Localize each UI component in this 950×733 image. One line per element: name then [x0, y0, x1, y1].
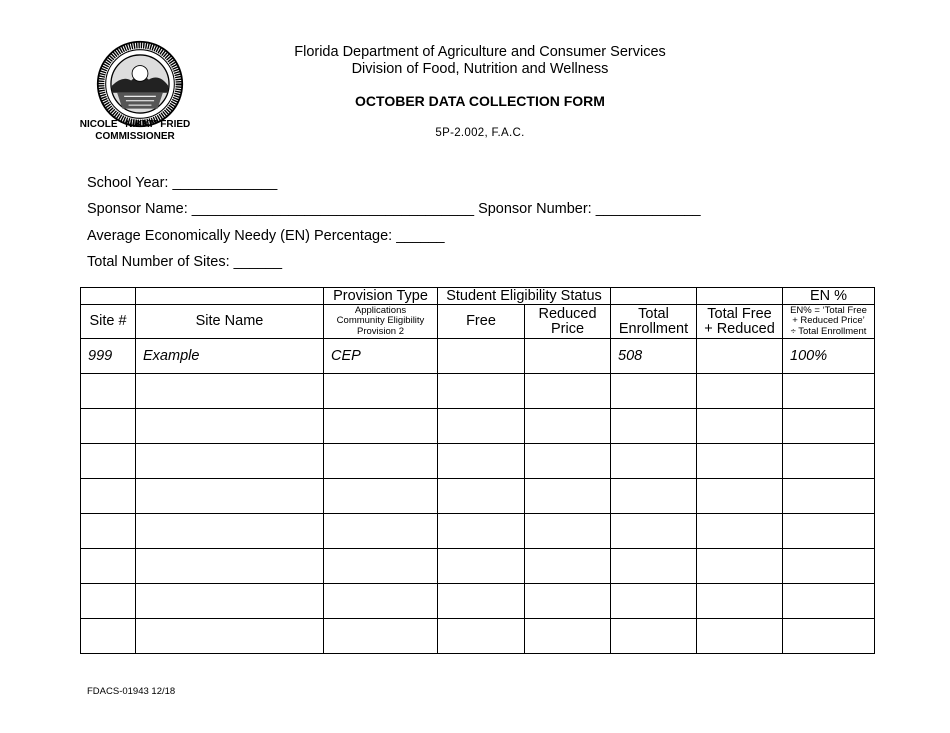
column-header-row	[81, 305, 875, 339]
site-data-table	[80, 287, 875, 654]
total-free-reduced-header	[697, 305, 783, 339]
enrollment-cell[interactable]	[611, 619, 697, 654]
free-header: Free	[438, 305, 525, 339]
reduced-cell[interactable]	[525, 514, 611, 549]
provision-cell[interactable]	[324, 619, 438, 654]
reduced-cell[interactable]	[525, 374, 611, 409]
site-number-cell[interactable]: 999	[81, 339, 136, 374]
en-percent-cell[interactable]	[783, 619, 875, 654]
sponsor-name-field[interactable]: Sponsor Name: ___________________________________	[87, 201, 475, 217]
table-row	[81, 479, 875, 514]
commissioner-title: COMMISSIONER	[95, 130, 175, 142]
free-cell[interactable]	[438, 479, 525, 514]
en-formula-line-2: + Reduced Price’	[792, 315, 865, 327]
en-percent-cell[interactable]	[783, 479, 875, 514]
en-percent-cell[interactable]	[783, 549, 875, 584]
enrollment-cell[interactable]	[611, 549, 697, 584]
free-cell[interactable]	[438, 374, 525, 409]
enrollment-cell[interactable]	[611, 409, 697, 444]
en-percent-header: EN %	[783, 288, 875, 305]
site-name-header: Site Name	[136, 305, 324, 339]
enrollment-cell[interactable]	[611, 514, 697, 549]
total-free-reduced-cell[interactable]	[697, 549, 783, 584]
form-code: FDACS-01943 12/18	[87, 686, 176, 697]
reduced-cell[interactable]	[525, 549, 611, 584]
enrollment-cell[interactable]: 508	[611, 339, 697, 374]
enrollment-cell[interactable]	[611, 584, 697, 619]
table-row	[81, 514, 875, 549]
provision-cell[interactable]	[324, 584, 438, 619]
reduced-cell[interactable]	[525, 409, 611, 444]
site-number-cell[interactable]	[81, 584, 136, 619]
site-number-cell[interactable]	[81, 409, 136, 444]
provision-options-header	[324, 305, 438, 339]
table-row	[81, 584, 875, 619]
site-number-cell[interactable]	[81, 619, 136, 654]
agency-name: Florida Department of Agriculture and Consumer Services	[294, 44, 666, 60]
provision-cell[interactable]	[324, 444, 438, 479]
en-percent-cell[interactable]	[783, 584, 875, 619]
en-formula-line-3: ÷ Total Enrollment	[790, 325, 867, 337]
provision-cell[interactable]	[324, 374, 438, 409]
site-name-cell[interactable]	[136, 409, 324, 444]
enrollment-cell[interactable]	[611, 444, 697, 479]
free-cell[interactable]	[438, 409, 525, 444]
site-name-cell[interactable]	[136, 374, 324, 409]
total-free-reduced-cell[interactable]	[697, 444, 783, 479]
sponsor-number-field[interactable]: Sponsor Number: _____________	[478, 201, 701, 217]
reduced-cell[interactable]	[525, 339, 611, 374]
total-free-reduced-cell[interactable]	[697, 479, 783, 514]
total-sites-field[interactable]: Total Number of Sites: ______	[87, 254, 283, 270]
site-name-cell[interactable]	[136, 444, 324, 479]
provision-type-header: Provision Type	[324, 288, 438, 305]
free-cell[interactable]	[438, 584, 525, 619]
en-formula-line-1: EN% = ‘Total Free	[790, 304, 867, 316]
blank-header-site	[81, 288, 136, 305]
free-cell[interactable]	[438, 619, 525, 654]
provision-cell[interactable]: CEP	[324, 339, 438, 374]
site-number-cell[interactable]	[81, 479, 136, 514]
table-row	[81, 619, 875, 654]
division-name: Division of Food, Nutrition and Wellness	[351, 61, 609, 77]
provision-option-cep: Community Eligibility	[336, 315, 425, 327]
rule-code: 5P-2.002, F.A.C.	[435, 127, 525, 139]
site-number-cell[interactable]	[81, 514, 136, 549]
form-title: OCTOBER DATA COLLECTION FORM	[355, 93, 605, 109]
en-percent-cell[interactable]	[783, 444, 875, 479]
provision-cell[interactable]	[324, 409, 438, 444]
provision-cell[interactable]	[324, 479, 438, 514]
table-row	[81, 409, 875, 444]
reduced-price-header	[525, 305, 611, 339]
reduced-cell[interactable]	[525, 444, 611, 479]
site-name-cell[interactable]	[136, 514, 324, 549]
reduced-line-1: Reduced	[538, 305, 597, 322]
free-cell[interactable]	[438, 549, 525, 584]
en-percentage-field[interactable]: Average Economically Needy (EN) Percentage: ______	[87, 228, 445, 244]
school-year-field[interactable]: School Year: _____________	[87, 175, 278, 191]
site-name-cell[interactable]: Example	[136, 339, 324, 374]
total-free-reduced-cell[interactable]	[697, 619, 783, 654]
sponsor-row	[87, 201, 701, 217]
free-cell[interactable]	[438, 444, 525, 479]
provision-cell[interactable]	[324, 549, 438, 584]
free-cell[interactable]	[438, 339, 525, 374]
total-enrollment-line-2: Enrollment	[618, 320, 689, 337]
site-name-cell[interactable]	[136, 619, 324, 654]
site-number-cell[interactable]	[81, 549, 136, 584]
en-percent-cell[interactable]	[783, 514, 875, 549]
total-enrollment-line-1: Total	[638, 305, 669, 322]
site-name-cell[interactable]	[136, 584, 324, 619]
table-row	[81, 549, 875, 584]
total-free-reduced-cell[interactable]	[697, 514, 783, 549]
provision-cell[interactable]	[324, 514, 438, 549]
site-name-cell[interactable]	[136, 479, 324, 514]
enrollment-cell[interactable]	[611, 479, 697, 514]
commissioner-name: NICOLE “NIKKI” FRIED	[79, 119, 191, 130]
total-free-reduced-cell[interactable]	[697, 339, 783, 374]
table-row	[81, 339, 875, 374]
student-eligibility-header: Student Eligibility Status	[438, 288, 611, 305]
reduced-cell[interactable]	[525, 619, 611, 654]
en-percent-cell[interactable]: 100%	[783, 339, 875, 374]
total-free-line-2: + Reduced	[704, 320, 775, 337]
reduced-cell[interactable]	[525, 479, 611, 514]
reduced-cell[interactable]	[525, 584, 611, 619]
table-row	[81, 444, 875, 479]
total-free-reduced-cell[interactable]	[697, 584, 783, 619]
provision-option-p2: Provision 2	[357, 325, 404, 337]
blank-header-enrollment	[611, 288, 697, 305]
reduced-line-2: Price	[550, 320, 585, 337]
blank-header-name	[136, 288, 324, 305]
total-enrollment-header	[611, 305, 697, 339]
enrollment-cell[interactable]	[611, 374, 697, 409]
provision-option-applications: Applications	[354, 304, 407, 316]
group-header-row	[81, 288, 875, 305]
site-number-cell[interactable]	[81, 444, 136, 479]
en-percent-cell[interactable]	[783, 374, 875, 409]
site-number-header: Site #	[81, 305, 136, 339]
en-formula-header	[783, 305, 875, 339]
blank-header-total	[697, 288, 783, 305]
site-name-cell[interactable]	[136, 549, 324, 584]
site-number-cell[interactable]	[81, 374, 136, 409]
free-cell[interactable]	[438, 514, 525, 549]
total-free-reduced-cell[interactable]	[697, 374, 783, 409]
total-free-reduced-cell[interactable]	[697, 409, 783, 444]
total-free-line-1: Total Free	[707, 305, 772, 322]
en-percent-cell[interactable]	[783, 409, 875, 444]
table-row	[81, 374, 875, 409]
